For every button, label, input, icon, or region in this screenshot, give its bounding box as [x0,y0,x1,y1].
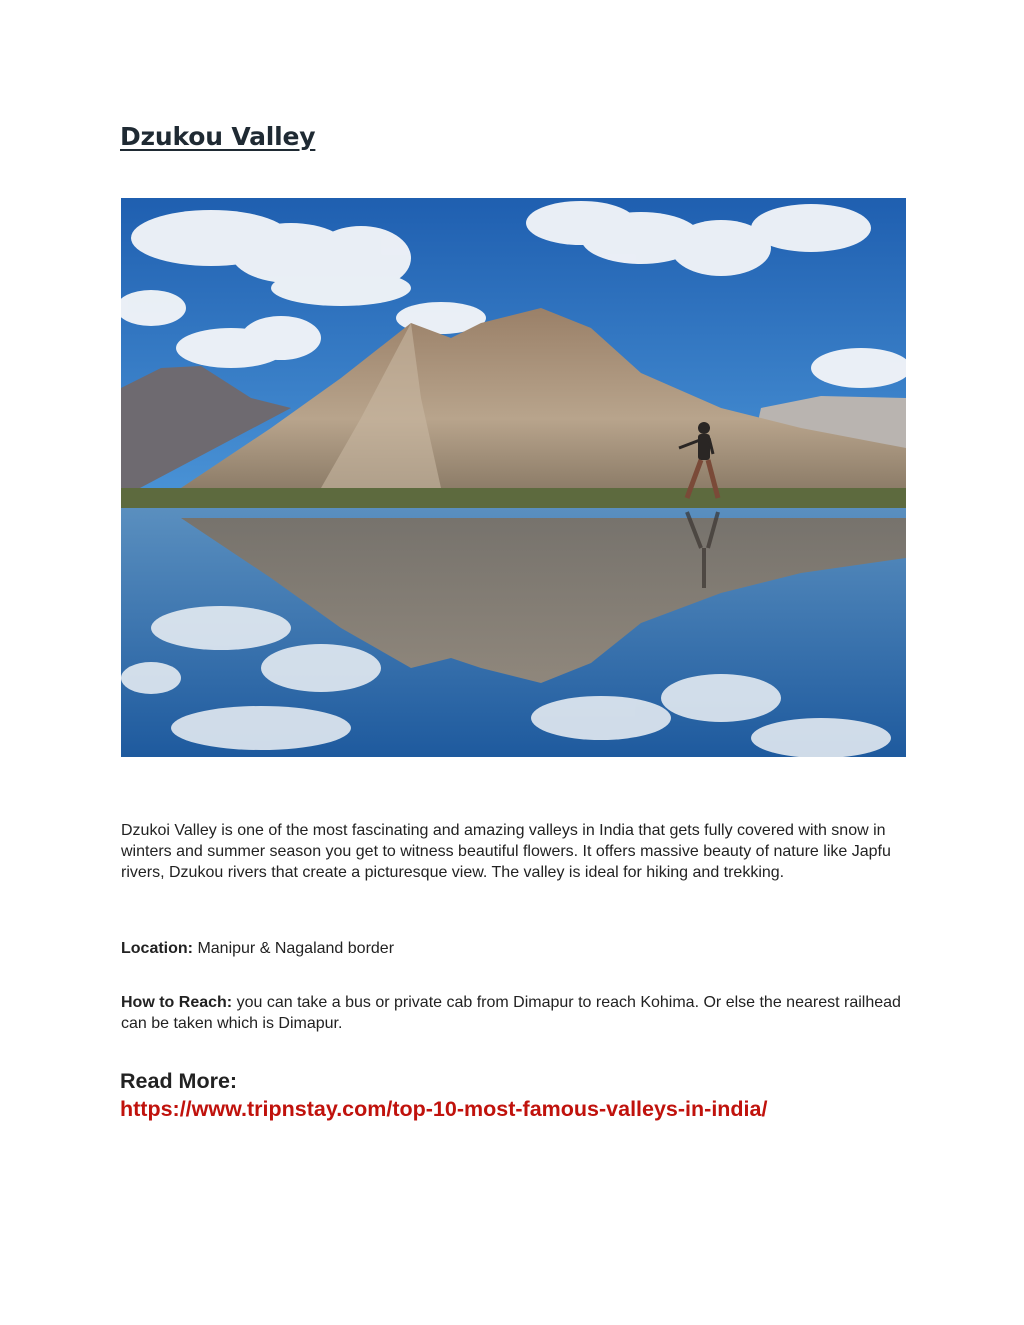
read-more-section [120,1067,767,1123]
read-more-label: Read More: [120,1069,238,1093]
how-to-reach-label: How to Reach: [121,994,233,1011]
location-label: Location: [121,940,193,957]
how-to-reach-value: you can take a bus or private cab from Dimapur to reach Kohima. Or else the nearest railhead can be taken which is Dimapur. [121,994,901,1032]
description-paragraph: Dzukoi Valley is one of the most fascinating and amazing valleys in India that gets fully covered with snow in winters and summer season you get to witness beautiful flowers. It offers massive beauty of nature like Japfu rivers, Dzukou rivers that create a picturesque view. The valley is ideal for hiking and trekking. [121,822,891,881]
read-more-link[interactable]: https://www.tripnstay.com/top-10-most-famous-valleys-in-india/ [120,1097,768,1121]
location-value: Manipur & Nagaland border [197,940,395,957]
valley-photo [121,198,906,757]
page-title: Dzukou Valley [120,122,316,151]
location-line [121,938,911,959]
how-to-reach-paragraph [121,992,911,1034]
